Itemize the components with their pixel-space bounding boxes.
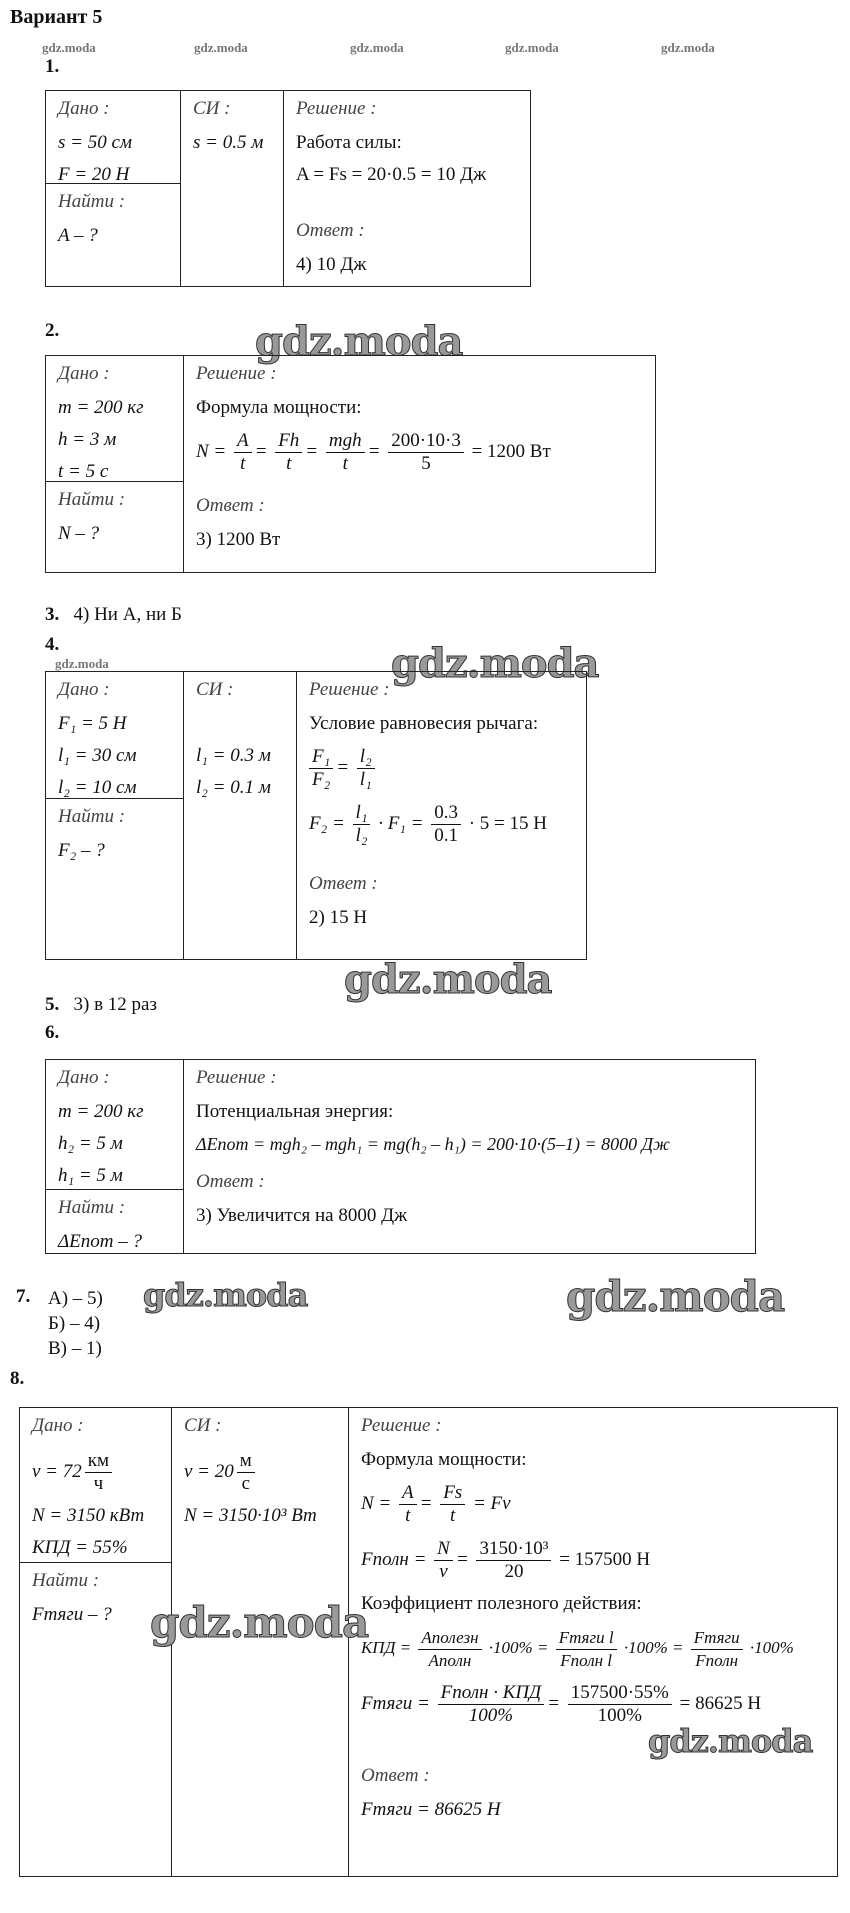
fraction [440, 1482, 465, 1527]
formula: N = $\frac{A}{t}$ = $\frac{Fh}{t}$ = $\frac{\text{mgh}}{t}$ = $\frac{200\cdot 10\cdot 3}{5}$ = 1200 Вт [196, 430, 551, 475]
formula-result: = 86625 Н [679, 1693, 762, 1714]
fraction [309, 746, 333, 791]
fraction [691, 1627, 743, 1672]
answer-label: Ответ : [196, 1171, 265, 1192]
given-item: F = 20 Н [58, 164, 130, 185]
solution-column [183, 1060, 755, 1253]
numerator: км [85, 1450, 112, 1473]
answer: 3) 1200 Вт [196, 529, 281, 550]
given-item: N = 3150 кВт [32, 1505, 145, 1526]
formula: $\frac{\text{F₁}}{\text{F₂}}$ = $\frac{\text{l₂}}{\text{l₁}}$ [309, 740, 586, 796]
numerator: F₁ [309, 746, 333, 769]
numerator: A [234, 430, 252, 453]
problem-number: 4. [45, 634, 60, 655]
find-section [46, 1189, 183, 1258]
given-item: s = 50 см [58, 132, 133, 153]
fraction [568, 1682, 672, 1727]
fraction [476, 1538, 551, 1583]
si-column [180, 91, 283, 286]
fraction [388, 430, 464, 475]
formula-result: = 157500 Н [559, 1549, 651, 1570]
numerator: l₂ [357, 746, 375, 769]
problem-4-table [45, 671, 587, 960]
answer: В) – 1) [48, 1338, 102, 1359]
fraction [85, 1450, 112, 1495]
numerator: 200·10·3 [388, 430, 464, 453]
formula: Fполн = $\frac{N}{v}$ = $\frac{\text{3150·10³}}{20}$ = 157500 Н [361, 1538, 651, 1583]
numerator: 3150·10³ [476, 1538, 551, 1561]
solution-heading: Потенциальная энергия: [196, 1101, 394, 1122]
problem-number: 3. [45, 604, 60, 625]
solution-column [296, 672, 586, 959]
variant-title: Вариант 5 [10, 6, 103, 28]
si-label: СИ : [193, 98, 231, 119]
numerator: Fтяги l [556, 1627, 617, 1650]
formula-part: Fполн = [361, 1549, 427, 1570]
find-section [46, 183, 180, 252]
watermark: gdz.moda [344, 956, 552, 1003]
numerator: м [237, 1450, 255, 1473]
solution-column [183, 356, 655, 572]
solution-label: Решение : [196, 1067, 277, 1088]
answer: Б) – 4) [48, 1313, 101, 1334]
denominator: Fполн l [560, 1650, 613, 1670]
matching-answers [48, 1286, 103, 1361]
si-item: l₂ = 0.1 м [196, 777, 271, 798]
find-label: Найти : [58, 191, 126, 212]
denominator: Aполн [428, 1650, 472, 1670]
numerator: l₁ [353, 802, 371, 825]
si-item: s = 0.5 м [193, 132, 264, 153]
si-column [183, 672, 296, 959]
formula-part: N = [361, 1493, 392, 1514]
answer-label: Ответ : [296, 220, 365, 241]
formula-part: · F₁ = [378, 813, 424, 834]
given-item: l₁ = 30 см [58, 745, 137, 766]
formula: Fтяги = $\frac{\text{Fполн · КПД}}{100\%}$ = $\frac{157500\cdot 55\%}{100\%}$ = 86625 Н [361, 1682, 762, 1727]
given-item: h₁ = 5 м [58, 1165, 123, 1186]
find-item: ΔEпот – ? [58, 1231, 142, 1252]
numerator: mgh [326, 430, 365, 453]
denominator: ч [93, 1473, 104, 1495]
si-label: СИ : [196, 679, 234, 700]
given-column [46, 672, 183, 959]
solution-heading: Работа силы: [296, 132, 402, 153]
watermark: gdz.moda [648, 1722, 813, 1760]
find-section [20, 1562, 171, 1631]
numerator: 0.3 [431, 802, 461, 825]
denominator: t [450, 1505, 456, 1527]
given-value: v = 72 [32, 1461, 82, 1482]
watermark: gdz.moda [143, 1276, 308, 1314]
numerator: 157500·55% [568, 1682, 672, 1705]
answer: 2) 15 Н [309, 907, 368, 928]
numerator: Aполезн [418, 1627, 481, 1650]
denominator: 20 [504, 1561, 524, 1583]
denominator: 0.1 [434, 825, 458, 847]
find-item: N – ? [58, 523, 100, 544]
solution-label: Решение : [196, 363, 277, 384]
si-item: l₁ = 0.3 м [196, 745, 271, 766]
denominator: с [241, 1473, 250, 1495]
solution-label: Решение : [309, 679, 390, 700]
numerator: Fтяги [691, 1627, 743, 1650]
given-label: Дано : [58, 98, 110, 119]
problem-number: 1. [45, 56, 60, 77]
fraction [431, 802, 461, 847]
answer: А) – 5) [48, 1288, 103, 1309]
problem-number: 7. [16, 1286, 31, 1307]
given-item: h = 3 м [58, 429, 117, 450]
answer: Fтяги = 86625 Н [361, 1799, 501, 1820]
answer-label: Ответ : [361, 1765, 430, 1786]
problem-number: 6. [45, 1022, 60, 1043]
answer: 3) в 12 раз [73, 994, 157, 1015]
solution-column [348, 1408, 837, 1876]
denominator: 100% [597, 1705, 642, 1727]
problem-number: 8. [10, 1368, 25, 1389]
denominator: l₂ [355, 825, 368, 847]
fraction [418, 1627, 481, 1672]
denominator: Fполн [695, 1650, 739, 1670]
given-label: Дано : [58, 363, 110, 384]
watermark: gdz.moda [505, 40, 559, 55]
given-column [46, 356, 183, 572]
formula [361, 1620, 837, 1676]
formula: ΔEпот = mgh₂ – mgh₁ = mg(h₂ – h₁) = 200·10·(5–1) = 8000 Дж [196, 1134, 670, 1154]
answer: 3) Увеличится на 8000 Дж [196, 1205, 408, 1226]
fraction [237, 1450, 255, 1495]
si-label: СИ : [184, 1415, 222, 1436]
watermark: gdz.moda [150, 1598, 369, 1647]
watermark: gdz.moda [55, 656, 109, 671]
si-item [184, 1444, 348, 1500]
denominator: l₁ [359, 769, 372, 791]
numerator: Fs [440, 1482, 465, 1505]
given-label: Дано : [58, 1067, 110, 1088]
find-section [46, 481, 183, 550]
given-column [20, 1408, 171, 1876]
formula-part: N = [196, 441, 227, 462]
formula-part: ·100% = [488, 1638, 549, 1657]
formula-result: · 5 = 15 Н [468, 813, 547, 834]
denominator: t [240, 453, 246, 475]
fraction [326, 430, 365, 475]
given-label: Дано : [32, 1415, 84, 1436]
given-label: Дано : [58, 679, 110, 700]
find-label: Найти : [58, 1197, 126, 1218]
fraction [556, 1627, 617, 1672]
given-item: l₂ = 10 см [58, 777, 137, 798]
formula-part: ·100% = [623, 1638, 684, 1657]
find-section [46, 798, 183, 867]
formula-part: = Fv [472, 1493, 511, 1514]
fraction [234, 430, 252, 475]
given-column [46, 1060, 183, 1253]
formula: A = Fs = 20·0.5 = 10 Дж [296, 164, 487, 185]
fraction [434, 1538, 453, 1583]
denominator: t [342, 453, 348, 475]
given-item: m = 200 кг [58, 1101, 144, 1122]
watermark: gdz.moda [566, 1272, 785, 1321]
answer-label: Ответ : [196, 495, 265, 516]
given-item: t = 5 с [58, 461, 109, 482]
fraction [357, 746, 375, 791]
si-value: v = 20 [184, 1461, 234, 1482]
find-label: Найти : [58, 806, 126, 827]
formula-part: КПД = [361, 1638, 412, 1657]
problem-5 [45, 994, 157, 1016]
fraction [399, 1482, 417, 1527]
watermark: gdz.moda [255, 318, 463, 365]
answer: 4) Ни А, ни Б [73, 604, 182, 625]
numerator: Fполн · КПД [438, 1682, 545, 1705]
numerator: N [434, 1538, 453, 1561]
problem-number: 5. [45, 994, 60, 1015]
solution-label: Решение : [361, 1415, 442, 1436]
solution-heading: Формула мощности: [196, 397, 362, 418]
numerator: A [399, 1482, 417, 1505]
find-item: A – ? [58, 225, 98, 246]
given-item: F₁ = 5 Н [58, 713, 127, 734]
problem-1-table [45, 90, 531, 287]
given-item [32, 1444, 171, 1500]
numerator: Fh [275, 430, 302, 453]
formula-part: F₂ = [309, 813, 345, 834]
solution-label: Решение : [296, 98, 377, 119]
find-item: F₂ – ? [58, 840, 105, 861]
problem-number: 2. [45, 320, 60, 341]
solution-column [283, 91, 530, 286]
watermark: gdz.moda [42, 40, 96, 55]
answer-label: Ответ : [309, 873, 378, 894]
find-label: Найти : [58, 489, 126, 510]
denominator: 100% [468, 1705, 514, 1727]
denominator: t [286, 453, 292, 475]
problem-2-table [45, 355, 656, 573]
formula: N = $\frac{A}{t}$ = $\frac{Fs}{t}$ = Fv [361, 1482, 511, 1527]
fraction [353, 802, 371, 847]
problem-3 [45, 604, 182, 626]
formula-part: ·100% [749, 1638, 794, 1657]
problem-8-table [19, 1407, 838, 1877]
watermark: gdz.moda [661, 40, 715, 55]
denominator: F₂ [312, 769, 331, 791]
formula-part: Fтяги = [361, 1693, 430, 1714]
denominator: 5 [421, 453, 431, 475]
find-label: Найти : [32, 1570, 100, 1591]
given-item: m = 200 кг [58, 397, 144, 418]
formula [309, 796, 586, 852]
watermark: gdz.moda [391, 640, 599, 687]
solution-heading: Условие равновесия рычага: [309, 713, 539, 734]
given-item: КПД = 55% [32, 1537, 128, 1558]
given-column [46, 91, 180, 286]
fraction [438, 1682, 545, 1727]
find-item: Fтяги – ? [32, 1604, 112, 1625]
solution-heading: Коэффициент полезного действия: [361, 1593, 642, 1614]
given-item: h₂ = 5 м [58, 1133, 123, 1154]
answer: 4) 10 Дж [296, 254, 367, 275]
watermark: gdz.moda [194, 40, 248, 55]
formula-result: = 1200 Вт [471, 441, 551, 462]
denominator: t [405, 1505, 411, 1527]
problem-6-table [45, 1059, 756, 1254]
denominator: v [439, 1561, 448, 1583]
fraction [275, 430, 302, 475]
solution-heading: Формула мощности: [361, 1449, 527, 1470]
watermark: gdz.moda [350, 40, 404, 55]
si-item: N = 3150·10³ Вт [184, 1505, 317, 1526]
